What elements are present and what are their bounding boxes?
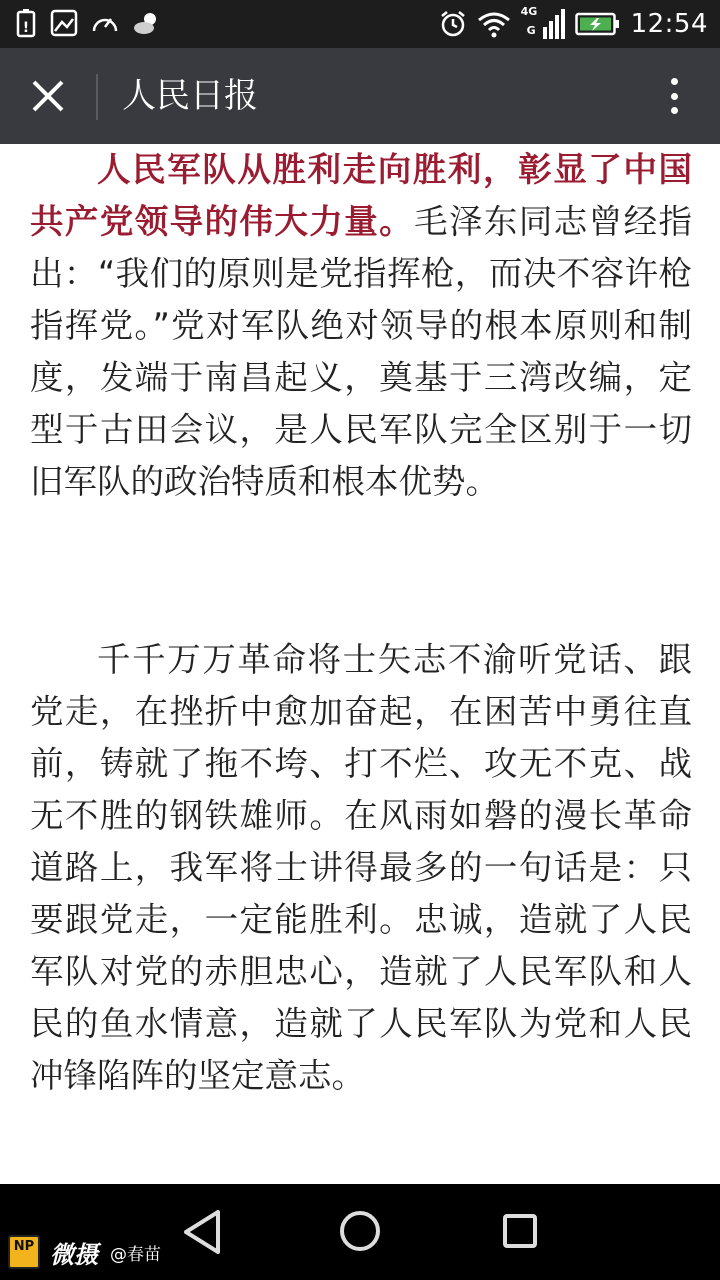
watermark [8, 1232, 161, 1272]
speedometer-icon [90, 9, 120, 37]
article-text: 千千万万革命将士矢志不渝听党话、跟党走，在挫折中愈加奋起，在困苦中勇往直前，铸就了拖不垮、打不烂、攻无不克、战无不胜的钢铁雄师。在风雨如磐的漫长革命道路上，我军将士讲得最多的一句话是：只要跟党走，一定能胜利。忠诚，造就了人民军队对党的赤胆忠心，造就了人民军队和人民的鱼水情意，造就了人民军队为党和人民冲锋陷阵的坚定意志。 [30, 640, 692, 1095]
more-vertical-icon-dot [671, 93, 678, 100]
back-icon[interactable] [180, 1208, 224, 1256]
more-vertical-icon [671, 78, 678, 85]
status-bar-right [439, 6, 708, 42]
signal-icon [521, 7, 565, 41]
svg-text:!: ! [22, 20, 30, 36]
app-header [0, 48, 720, 144]
weather-icon [132, 10, 162, 36]
article-paragraph [30, 634, 692, 1102]
recent-apps-button[interactable] [503, 1214, 537, 1248]
article-text: 毛泽东同志曾经指出：“我们的原则是党指挥枪，而决不容许枪指挥党。”党对军队绝对领导的根本原则和制度，发端于南昌起义，奠基于三湾改编，定型于古田会议，是人民军队完全区别于一切旧军队的政治特质和根本优势。 [30, 202, 693, 501]
watermark-user: @春苗 [110, 1244, 161, 1265]
alarm-icon [439, 10, 467, 38]
article-paragraph [30, 144, 692, 508]
np-logo: NP [8, 1235, 40, 1269]
watermark-brand: 微摄 [50, 1240, 98, 1269]
network-type-label: 4G [520, 5, 538, 18]
home-button[interactable] [340, 1211, 380, 1251]
battery-charging-icon [575, 12, 621, 36]
wifi-icon [477, 10, 511, 38]
status-bar-left-icons [16, 8, 162, 38]
image-icon [50, 9, 78, 37]
more-vertical-icon-dot [671, 107, 678, 114]
header-divider [96, 74, 98, 120]
close-button[interactable] [20, 68, 76, 124]
warning-battery-icon [16, 8, 38, 38]
more-options-button[interactable] [654, 70, 694, 122]
clock: 12:54 [630, 9, 708, 39]
status-bar [0, 0, 720, 48]
page-title: 人民日报 [122, 76, 258, 116]
network-type-label-secondary: G [526, 24, 536, 37]
article-content[interactable] [0, 144, 720, 1184]
article-highlight: 人民军队从胜利走向胜利，彰显了中国共产党领导的伟大力量。 [30, 150, 692, 241]
close-icon [31, 79, 65, 113]
